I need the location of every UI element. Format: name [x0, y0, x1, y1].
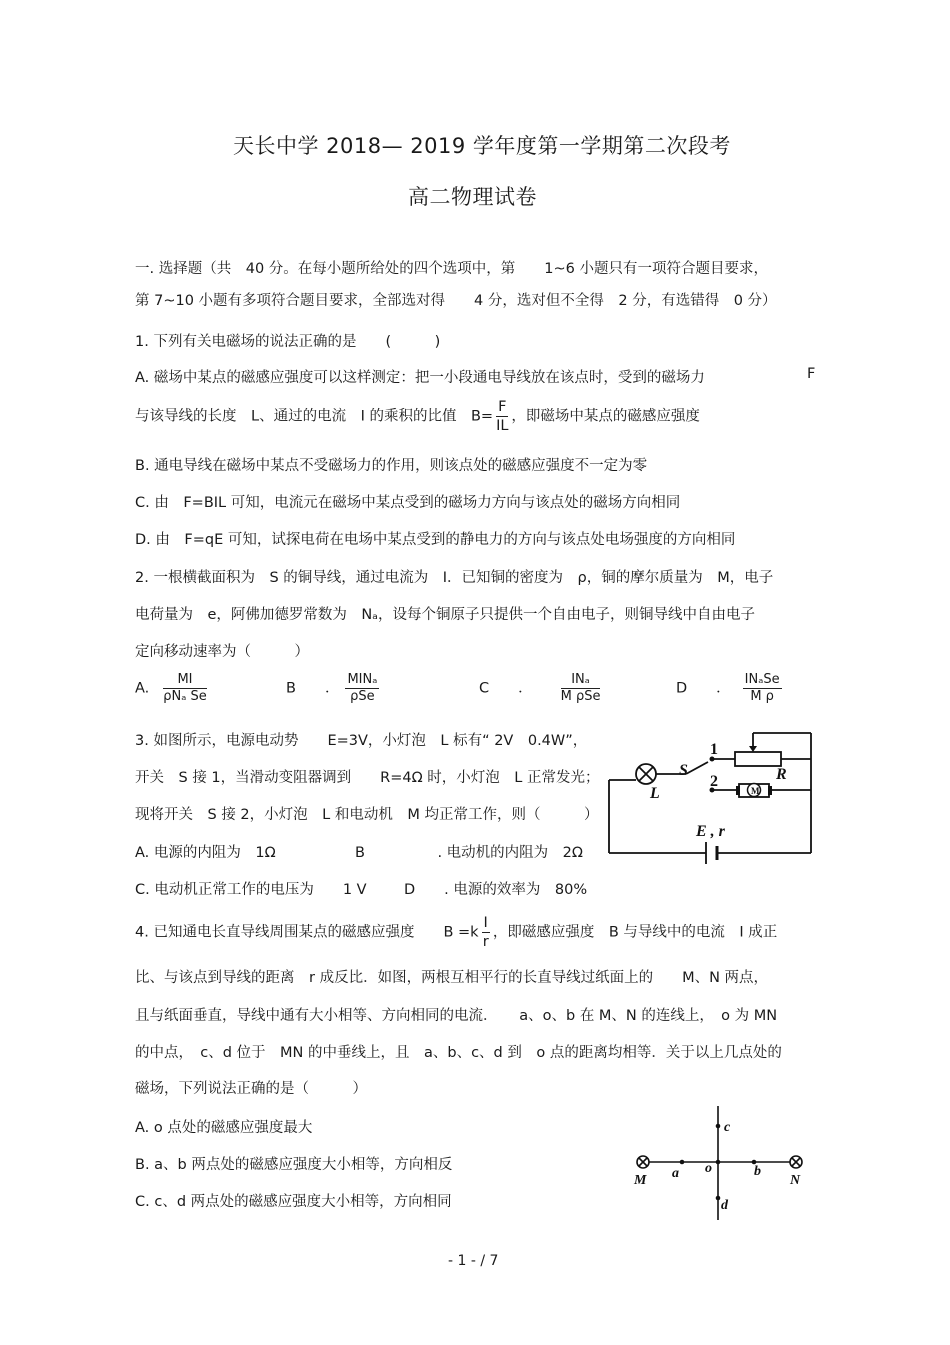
q3-motor-label: M — [751, 786, 760, 796]
q2-option-b — [286, 672, 382, 705]
q4-label-m: M — [634, 1173, 647, 1188]
q2-b-num: MINₐ — [347, 672, 378, 687]
q2-a-den: ρNₐ Se — [163, 689, 207, 704]
q1-stem: 1. 下列有关电磁场的说法正确的是 ( ) — [135, 334, 441, 350]
q4-frac-num: I — [483, 915, 488, 931]
q4-option-b: B. a、b 两点处的磁感应强度大小相等，方向相反 — [135, 1157, 453, 1173]
q2-d-label: D ． — [676, 680, 731, 697]
q3-stem-line1: 3. 如图所示，电源电动势 E=3V，小灯泡 L 标有“ 2V 0.4W”， — [135, 733, 588, 749]
q2-d-den: M ρ — [750, 689, 774, 704]
q2-option-d — [676, 672, 785, 705]
exam-subtitle: 高二物理试卷 — [408, 185, 537, 209]
q4-stem-line3: 且与纸面垂直，导线中通有大小相等、方向相同的电流． a、o、b 在 M、N 的连线上， o 为 MN — [135, 1008, 778, 1024]
q4-label-n: N — [790, 1173, 801, 1188]
section-intro-line1: 一. 选择题（共 40 分。在每小题所给处的四个选项中，第 1~6 小题只有一项符合题目要求， — [135, 261, 768, 277]
q3-label-r: R — [776, 766, 787, 783]
q4-wires-diagram — [630, 1102, 810, 1224]
q2-c-fraction — [561, 672, 601, 705]
q1-a-text-post: ，即磁场中某点的磁感应强度 — [511, 408, 700, 425]
point-o — [716, 1160, 721, 1165]
exam-title: 天长中学 2018— 2019 学年度第一学期第二次段考 — [233, 134, 731, 158]
q3-stem-line2: 开关 S 接 1，当滑动变阻器调到 R=4Ω 时，小灯泡 L 正常发光； — [135, 770, 600, 786]
q4-stem-line4: 的中点， c、d 位于 MN 的中垂线上，且 a、b、c、d 到 o 点的距离均相等．关于以上几点处的 — [135, 1045, 782, 1061]
q4-text-pre: 4. 已知通电长直导线周围某点的磁感应强度 B =k — [135, 924, 479, 941]
q2-c-num: INₐ — [561, 672, 601, 689]
q4-label-a: a — [672, 1166, 679, 1181]
q3-circuit-diagram — [600, 728, 820, 868]
q3-label-s: S — [679, 762, 688, 779]
q2-c-den: M ρSe — [560, 689, 601, 704]
q3-option-b: B . 电动机的内阻为 2Ω — [355, 845, 583, 861]
q1-fraction-f-il — [496, 398, 508, 435]
q2-option-a — [135, 672, 210, 705]
q1-option-a-line1: A. 磁场中某点的磁感应强度可以这样测定：把一小段通电导线放在该点时，受到的磁场力 — [135, 370, 705, 386]
q2-stem-line3: 定向移动速率为（ ） — [135, 644, 309, 660]
q4-option-c: C. c、d 两点处的磁感应强度大小相等，方向相同 — [135, 1194, 452, 1210]
q3-label-2: 2 — [710, 773, 718, 790]
q3-stem-line3: 现将开关 S 接 2，小灯泡 L 和电动机 M 均正常工作，则（ ） — [135, 807, 599, 823]
q4-label-o: o — [705, 1161, 712, 1176]
point-a — [680, 1160, 685, 1165]
q2-d-fraction — [743, 672, 782, 705]
q4-fraction-i-r — [482, 914, 490, 951]
q3-label-1: 1 — [710, 741, 718, 758]
q4-stem-line2: 比、与该点到导线的距离 r 成反比．如图，两根互相平行的长直导线过纸面上的 M、N 两点， — [135, 970, 769, 986]
section-intro-line2: 第 7~10 小题有多项符合题目要求，全部选对得 4 分，选对但不全得 2 分，有选错得 0 分） — [135, 293, 777, 309]
q2-a-num: MI — [163, 672, 206, 689]
point-d — [716, 1196, 721, 1201]
q1-frac-num: F — [496, 398, 508, 417]
q1-a-text-pre: 与该导线的长度 L、通过的电流 I 的乘积的比值 B= — [135, 408, 494, 425]
q1-option-a-line2 — [135, 398, 700, 435]
q3-label-l: L — [650, 785, 660, 802]
q2-a-fraction — [163, 672, 206, 705]
q4-stem-line1 — [135, 914, 777, 951]
q4-text-post: ，即磁感应强度 B 与导线中的电流 I 成正 — [492, 924, 778, 941]
q4-frac-den: r — [482, 934, 489, 950]
q3-label-er: E , r — [696, 823, 725, 840]
q2-a-label: A. — [135, 680, 150, 697]
q2-b-fraction — [345, 672, 379, 705]
q1-option-a-line1-end: F — [807, 366, 816, 382]
q2-b-den: ρSe — [350, 689, 375, 704]
q4-option-a: A. o 点处的磁感应强度最大 — [135, 1120, 313, 1136]
q1-option-c: C. 由 F=BIL 可知，电流元在磁场中某点受到的磁场力方向与该点处的磁场方向相同 — [135, 495, 681, 511]
q2-stem-line1: 2. 一根横截面积为 S 的铜导线，通过电流为 I．已知铜的密度为 ρ，铜的摩尔质量为 M，电子 — [135, 570, 774, 586]
q2-d-num: INₐSe — [744, 672, 780, 687]
q4-stem-line5: 磁场，下列说法正确的是（ ） — [135, 1081, 367, 1097]
q2-stem-line2: 电荷量为 e，阿佛加德罗常数为 Nₐ，设每个铜原子只提供一个自由电子，则铜导线中自由电子 — [135, 607, 755, 623]
q2-c-label: C ． — [479, 680, 533, 697]
q2-b-label: B ． — [286, 680, 340, 697]
point-c — [716, 1124, 721, 1129]
q1-option-b: B. 通电导线在磁场中某点不受磁场力的作用，则该点处的磁感应强度不一定为零 — [135, 458, 648, 474]
q4-label-d: d — [721, 1198, 728, 1213]
q3-option-a: A. 电源的内阻为 1Ω — [135, 845, 276, 861]
slider-arrow-icon — [749, 746, 757, 752]
q2-option-c — [479, 672, 603, 705]
q1-frac-den: IL — [496, 418, 509, 434]
q4-label-b: b — [754, 1164, 761, 1179]
q1-option-d: D. 由 F=qE 可知，试探电荷在电场中某点受到的静电力的方向与该点处电场强度的方向相同 — [135, 532, 736, 548]
q4-label-c: c — [724, 1120, 731, 1135]
q3-option-d: D . 电源的效率为 80% — [404, 882, 588, 898]
page-number: - 1 - / 7 — [448, 1253, 499, 1269]
q3-option-c: C. 电动机正常工作的电压为 1 V — [135, 882, 367, 898]
